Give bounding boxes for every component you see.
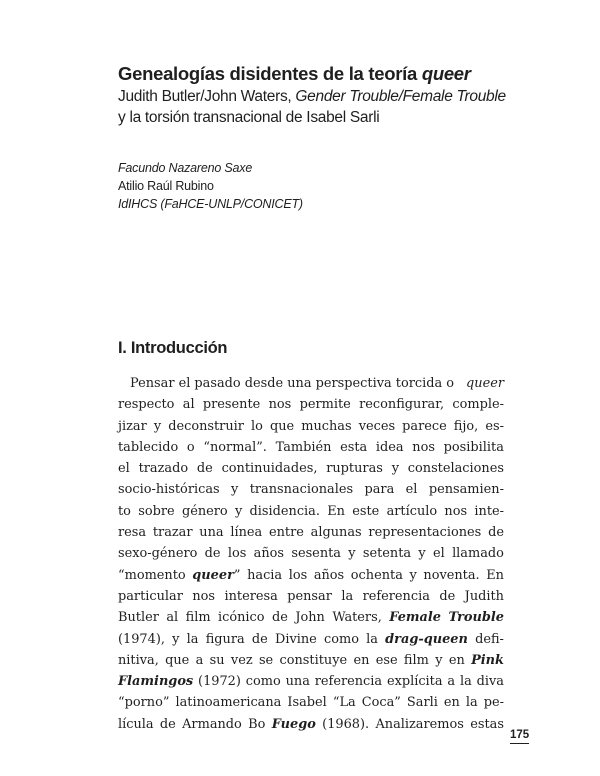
author-name: Facundo Nazareno Saxe: [118, 161, 253, 175]
text-line: “momento queer” hacia los años ochenta y noventa. En: [118, 567, 504, 583]
text-line: to sobre género y disidencia. En este artículo nos inte-: [118, 503, 504, 519]
text-line: el trazado de continuidades, rupturas y constelaciones: [118, 461, 504, 477]
text-line: Pensar el pasado desde una perspectiva torcida o queer: [130, 376, 504, 391]
page-number: 175: [510, 729, 529, 744]
text-line: sexo-género de los años sesenta y setenta y el llamado: [118, 546, 504, 562]
text-line: resa trazar una línea entre algunas representaciones de: [118, 525, 504, 541]
text-line: jizar y deconstruir lo que muchas veces parece fijo, es-: [118, 418, 504, 434]
article-subtitle-line-1: [118, 86, 558, 107]
text-line: Butler al film icónico de John Waters, Female Trouble: [118, 610, 504, 626]
subtitle-italic: Gender Trouble/Female Trouble: [295, 88, 506, 105]
subtitle-text: Judith Butler/John Waters,: [118, 88, 296, 105]
text-line: tablecido o “normal”. También esta idea nos posibilita: [118, 439, 504, 455]
body-paragraph: [118, 373, 504, 735]
text-line: lícula de Armando Bo Fuego (1968). Analizaremos estas: [118, 716, 504, 732]
author-name: Atilio Raúl Rubino: [118, 179, 214, 193]
article-title-italic: queer: [421, 63, 471, 84]
article-title: [118, 62, 558, 86]
article-subtitle-line-2: y la torsión transnacional de Isabel Sarli: [118, 109, 380, 126]
text-line: particular nos interesa pensar la referencia de Judith: [118, 588, 504, 604]
author-affiliation: IdIHCS (FaHCE-UNLP/CONICET): [118, 197, 303, 211]
text-line: nitiva, que a su vez se constituye en ese film y en Pink: [118, 652, 504, 668]
text-line: (1974), y la figura de Divine como la drag-queen defi-: [118, 631, 504, 647]
text-line: respecto al presente nos permite reconfigurar, comple-: [118, 397, 504, 413]
title-block: [118, 62, 558, 128]
article-title-text: Genealogías disidentes de la teoría: [118, 63, 422, 84]
section-heading: I. Introducción: [118, 339, 228, 357]
text-line: socio-históricas y transnacionales para el pensamien-: [118, 482, 504, 498]
text-line: Flamingos (1972) como una referencia explícita a la diva: [118, 674, 504, 690]
author-block: [118, 159, 303, 213]
text-line: “porno” latinoamericana Isabel “La Coca” Sarli en la pe-: [118, 695, 504, 711]
